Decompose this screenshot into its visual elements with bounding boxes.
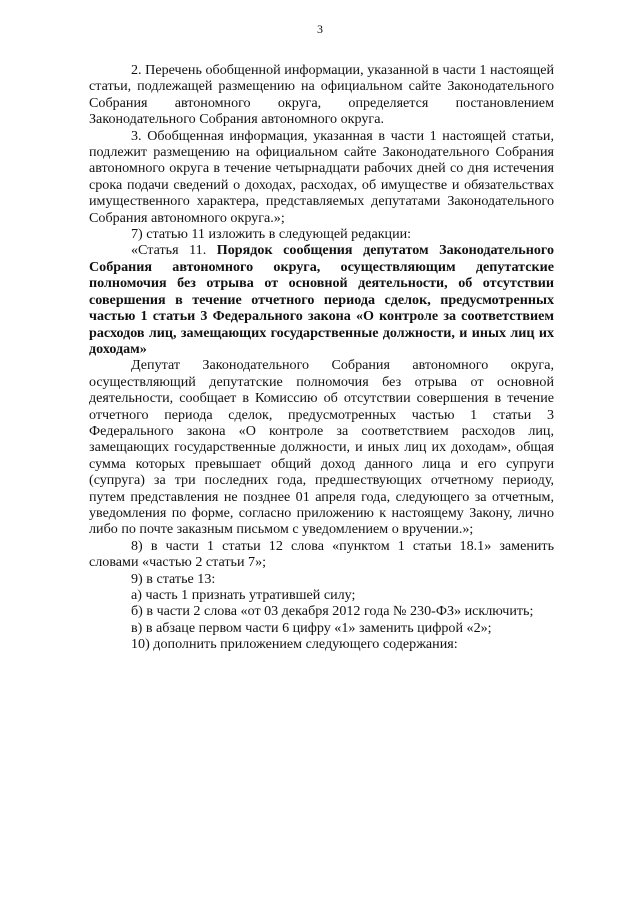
- paragraph-obobshchennaya-razmeshchenie: 3. Обобщенная информация, указанная в части 1 настоящей статьи, подлежит размещению на официальном сайте Законодательного Собрания автономного округа в течение четырнадцати рабочих дней со дня истечения срока подачи сведений о доходах, расходах, об имуществе и обязательствах имущественного характера, представляемых депутатами Законодательного Собрания автономного округа.»;: [89, 127, 554, 226]
- paragraph-item-9v: в) в абзаце первом части 6 цифру «1» заменить цифрой «2»;: [131, 619, 492, 636]
- paragraph-item-10: 10) дополнить приложением следующего содержания:: [131, 636, 458, 653]
- article-11-title: Порядок сообщения депутатом Законодательного Собрания автономного округа, осуществляющим депутатские полномочия без отрыва от основной деятельности, об отсутствии совершения в течение отчетного периода сделок, предусмотренных частью 1 статьи 3 Федерального закона «О контроле за соответствием расходов лиц, замещающих государственные должности, и иных лиц их доходам»: [89, 242, 554, 357]
- paragraph-item-7: 7) статью 11 изложить в следующей редакции:: [131, 226, 412, 243]
- paragraph-article-11-body: Депутат Законодательного Собрания автономного округа, осуществляющий депутатские полномочия без отрыва от основной деятельности, сообщает в Комиссию об отсутствии совершения в течение отчетного периода сделок, предусмотренных частью 1 статьи 3 Федерального закона «О контроле за соответствием расходов лиц, замещающих государственные должности, и иных лиц их доходам», общая сумма которых превышает общий доход данного лица и его супруги (супруга) за три последних года, предшествующих отчетному периоду, путем представления не позднее 01 апреля года, следующего за отчетным, уведомления по форме, согласно приложению к настоящему Закону, лично либо по почте заказным письмом с уведомлением о вручении.»;: [89, 357, 554, 538]
- document-body: [89, 62, 554, 653]
- paragraph-obobshchennaya-perechen: 2. Перечень обобщенной информации, указанной в части 1 настоящей статьи, подлежащей размещению на официальном сайте Законодательного Собрания автономного округа, определяется постановлением Законодательного Собрания автономного округа.: [89, 62, 554, 128]
- paragraph-item-9a: а) часть 1 признать утратившей силу;: [131, 587, 356, 603]
- paragraph-item-8: 8) в части 1 статьи 12 слова «пунктом 1 статьи 18.1» заменить словами «частью 2 статьи 7»;: [89, 537, 554, 571]
- page-number: 3: [317, 22, 323, 36]
- article-11-heading: [89, 242, 554, 357]
- article-11-prefix: «Статья 11.: [131, 242, 217, 259]
- paragraph-item-9: 9) в статье 13:: [131, 570, 216, 587]
- paragraph-item-9b: б) в части 2 слова «от 03 декабря 2012 года № 230-ФЗ» исключить;: [131, 603, 534, 620]
